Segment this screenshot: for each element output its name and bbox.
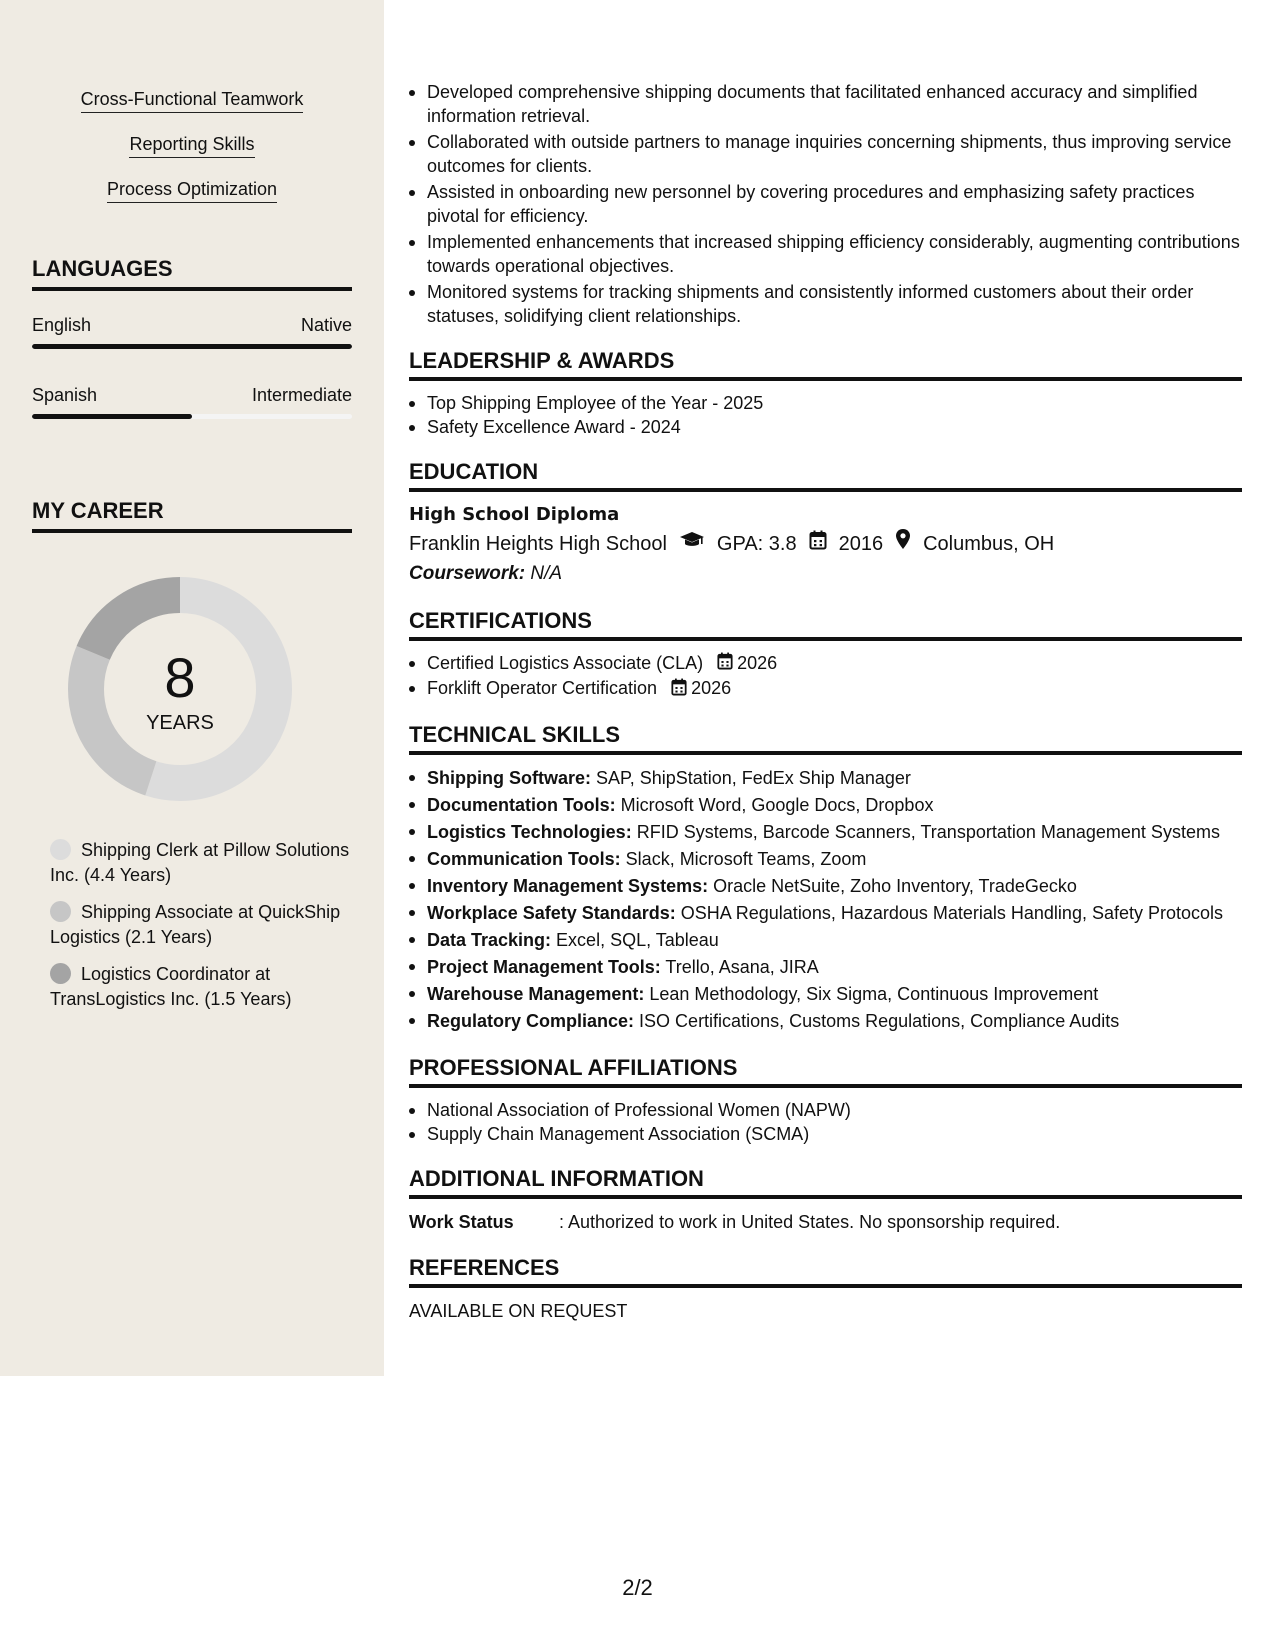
technical-skill-item: Project Management Tools: Trello, Asana, JIRA xyxy=(409,954,1242,981)
calendar-icon xyxy=(809,528,827,560)
career-heading: MY CAREER xyxy=(32,498,352,533)
certifications-heading: CERTIFICATIONS xyxy=(409,608,1242,641)
location-pin-icon xyxy=(895,528,911,560)
education-details xyxy=(409,528,1242,560)
skill-item: Cross-Functional Teamwork xyxy=(32,88,352,133)
technical-skill-item: Shipping Software: SAP, ShipStation, FedEx Ship Manager xyxy=(409,765,1242,792)
language-bar-spanish xyxy=(32,414,352,419)
certification-year: 2026 xyxy=(737,653,778,673)
technical-skill-item: Inventory Management Systems: Oracle NetSuite, Zoho Inventory, TradeGecko xyxy=(409,873,1242,900)
language-name: English xyxy=(32,315,92,335)
career-item: Shipping Clerk at Pillow Solutions Inc. (4.4 Years) xyxy=(50,840,350,885)
references-heading: REFERENCES xyxy=(409,1255,1242,1288)
technical-skill-item: Warehouse Management: Lean Methodology, Six Sigma, Continuous Improvement xyxy=(409,981,1242,1008)
language-bar-fill xyxy=(32,344,352,349)
additional-info-heading: ADDITIONAL INFORMATION xyxy=(409,1166,1242,1199)
sidebar xyxy=(0,0,384,1376)
education-gpa: GPA: 3.8 xyxy=(716,533,797,555)
certification-item xyxy=(409,676,1242,701)
leadership-heading: LEADERSHIP & AWARDS xyxy=(409,348,1242,381)
work-status-value: : Authorized to work in United States. No sponsorship required. xyxy=(559,1211,1061,1232)
education-year: 2016 xyxy=(838,533,884,555)
language-row-english xyxy=(32,314,352,336)
experience-bullet: Implemented enhancements that increased shipping efficiency considerably, augmenting contributions towards operational objectives. xyxy=(409,230,1242,278)
career-legend-dot xyxy=(50,901,71,922)
certification-year: 2026 xyxy=(691,678,732,699)
education-heading: EDUCATION xyxy=(409,459,1242,492)
language-level: Intermediate xyxy=(251,385,352,405)
affiliations-list xyxy=(409,1098,1242,1146)
experience-bullet: Collaborated with outside partners to manage inquiries concerning shipments, thus improving service outcomes for clients. xyxy=(409,130,1242,178)
education-degree: High School Diploma xyxy=(409,504,620,525)
technical-skill-item: Documentation Tools: Microsoft Word, Google Docs, Dropbox xyxy=(409,792,1242,819)
leadership-list xyxy=(409,391,1242,439)
certification-item xyxy=(409,651,1242,676)
education-location: Columbus, OH xyxy=(923,533,1055,555)
language-bar-fill xyxy=(32,414,192,419)
experience-bullet: Developed comprehensive shipping documents that facilitated enhanced accuracy and simplified information retrieval. xyxy=(409,80,1242,128)
career-years-label: YEARS xyxy=(146,712,214,734)
skill-item: Reporting Skills xyxy=(32,133,352,178)
work-status-row xyxy=(409,1209,1242,1235)
award-item: Safety Excellence Award - 2024 xyxy=(409,415,1242,439)
technical-skill-item: Regulatory Compliance: ISO Certifications, Customs Regulations, Compliance Audits xyxy=(409,1008,1242,1035)
main-content xyxy=(409,80,1242,1324)
certification-name: Forklift Operator Certification xyxy=(427,678,658,699)
career-item: Logistics Coordinator at TransLogistics Inc. (1.5 Years) xyxy=(50,964,292,1009)
coursework-label: Coursework: xyxy=(409,563,526,584)
experience-bullet: Monitored systems for tracking shipments and consistently informed customers about their order statuses, solidifying client relationships. xyxy=(409,280,1242,328)
language-level: Native xyxy=(300,315,352,335)
affiliations-heading: PROFESSIONAL AFFILIATIONS xyxy=(409,1055,1242,1088)
skill-item: Process Optimization xyxy=(32,178,352,223)
technical-skill-item: Logistics Technologies: RFID Systems, Barcode Scanners, Transportation Management Systems xyxy=(409,819,1242,846)
language-bar-english xyxy=(32,344,352,349)
language-row-spanish xyxy=(32,384,352,406)
award-item: Top Shipping Employee of the Year - 2025 xyxy=(409,391,1242,415)
page-number: 2/2 xyxy=(622,1575,653,1600)
affiliation-item: Supply Chain Management Association (SCMA) xyxy=(409,1122,1242,1146)
certifications-list xyxy=(409,651,1242,702)
references-text: AVAILABLE ON REQUEST xyxy=(409,1300,628,1321)
career-list xyxy=(50,838,350,1024)
coursework-value: N/A xyxy=(530,563,563,584)
soft-skills-list xyxy=(32,88,352,223)
technical-skills-list xyxy=(409,765,1242,1035)
career-item: Shipping Associate at QuickShip Logistics (2.1 Years) xyxy=(50,902,341,947)
work-status-label: Work Status xyxy=(409,1211,514,1232)
language-name: Spanish xyxy=(32,385,98,405)
experience-bullet: Assisted in onboarding new personnel by covering procedures and emphasizing safety practices pivotal for efficiency. xyxy=(409,180,1242,228)
education-school: Franklin Heights High School xyxy=(409,533,667,555)
technical-skill-item: Communication Tools: Slack, Microsoft Teams, Zoom xyxy=(409,846,1242,873)
technical-skills-heading: TECHNICAL SKILLS xyxy=(409,722,1242,755)
career-legend-dot xyxy=(50,963,71,984)
education-coursework xyxy=(409,560,1242,588)
career-legend-dot xyxy=(50,839,71,860)
technical-skill-item: Data Tracking: Excel, SQL, Tableau xyxy=(409,927,1242,954)
graduation-cap-icon xyxy=(679,528,705,560)
calendar-icon xyxy=(717,652,733,676)
experience-bullets xyxy=(409,80,1242,328)
certification-name: Certified Logistics Associate (CLA) xyxy=(427,653,704,673)
career-total-years: 8 xyxy=(164,646,196,709)
languages-heading: LANGUAGES xyxy=(32,256,352,291)
affiliation-item: National Association of Professional Women (NAPW) xyxy=(409,1098,1242,1122)
calendar-icon xyxy=(671,678,687,702)
technical-skill-item: Workplace Safety Standards: OSHA Regulations, Hazardous Materials Handling, Safety Protocols xyxy=(409,900,1242,927)
